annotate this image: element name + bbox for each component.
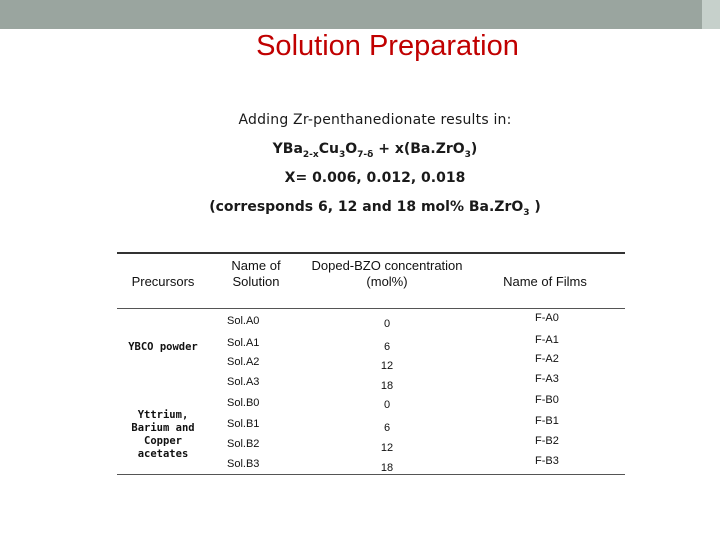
top-bar-accent <box>702 0 720 29</box>
intro-text: Adding Zr-penthanedionate results in: <box>238 112 512 128</box>
header-doped-bzo: Doped-BZO concentration (mol%) <box>311 258 463 289</box>
film-name-cell: F-A3 <box>535 373 559 385</box>
solution-name-cell: Sol.A3 <box>227 376 260 388</box>
concentration-cell: 6 <box>383 341 391 353</box>
film-name-cell: F-B2 <box>535 435 559 447</box>
film-name-cell: F-A1 <box>535 334 559 346</box>
corresponds-line: (corresponds 6, 12 and 18 mol% Ba.ZrO$_3$ ) <box>209 199 541 218</box>
film-name-cell: F-B3 <box>535 455 559 467</box>
film-name-cell: F-A2 <box>535 353 559 365</box>
solution-name-cell: Sol.A1 <box>227 337 260 349</box>
precursor-group-b: Yttrium, Barium and Copper acetates <box>131 409 195 460</box>
solution-name-cell: Sol.B0 <box>227 397 260 409</box>
header-bottom-rule <box>117 308 625 309</box>
concentration-cell: 6 <box>383 422 391 434</box>
concentration-cell: 18 <box>380 462 394 474</box>
film-name-cell: F-B0 <box>535 394 559 406</box>
solution-name-cell: Sol.A0 <box>227 315 260 327</box>
table-top-rule <box>117 252 625 254</box>
header-precursors: Precursors <box>131 274 195 289</box>
solution-name-cell: Sol.A2 <box>227 356 260 368</box>
film-name-cell: F-B1 <box>535 415 559 427</box>
solution-name-cell: Sol.B2 <box>227 438 260 450</box>
concentration-cell: 12 <box>380 360 394 372</box>
concentration-cell: 0 <box>383 399 391 411</box>
concentration-cell: 0 <box>383 318 391 330</box>
header-name-of-solution: Name of Solution <box>231 258 281 289</box>
solution-name-cell: Sol.B1 <box>227 418 260 430</box>
concentration-cell: 18 <box>380 380 394 392</box>
solution-name-cell: Sol.B3 <box>227 458 260 470</box>
x-values: X= 0.006, 0.012, 0.018 <box>284 170 466 186</box>
formula-line: $YBa_{2-x}Cu_3O_{7-\delta} + x(Ba.ZrO_3)$ <box>272 141 478 160</box>
concentration-cell: 12 <box>380 442 394 454</box>
header-name-of-films: Name of Films <box>503 274 587 289</box>
top-bar <box>0 0 720 29</box>
film-name-cell: F-A0 <box>535 312 559 324</box>
table-bottom-rule <box>117 474 625 475</box>
precursor-group-a: YBCO powder <box>128 341 198 353</box>
slide-title: Solution Preparation <box>256 30 519 62</box>
